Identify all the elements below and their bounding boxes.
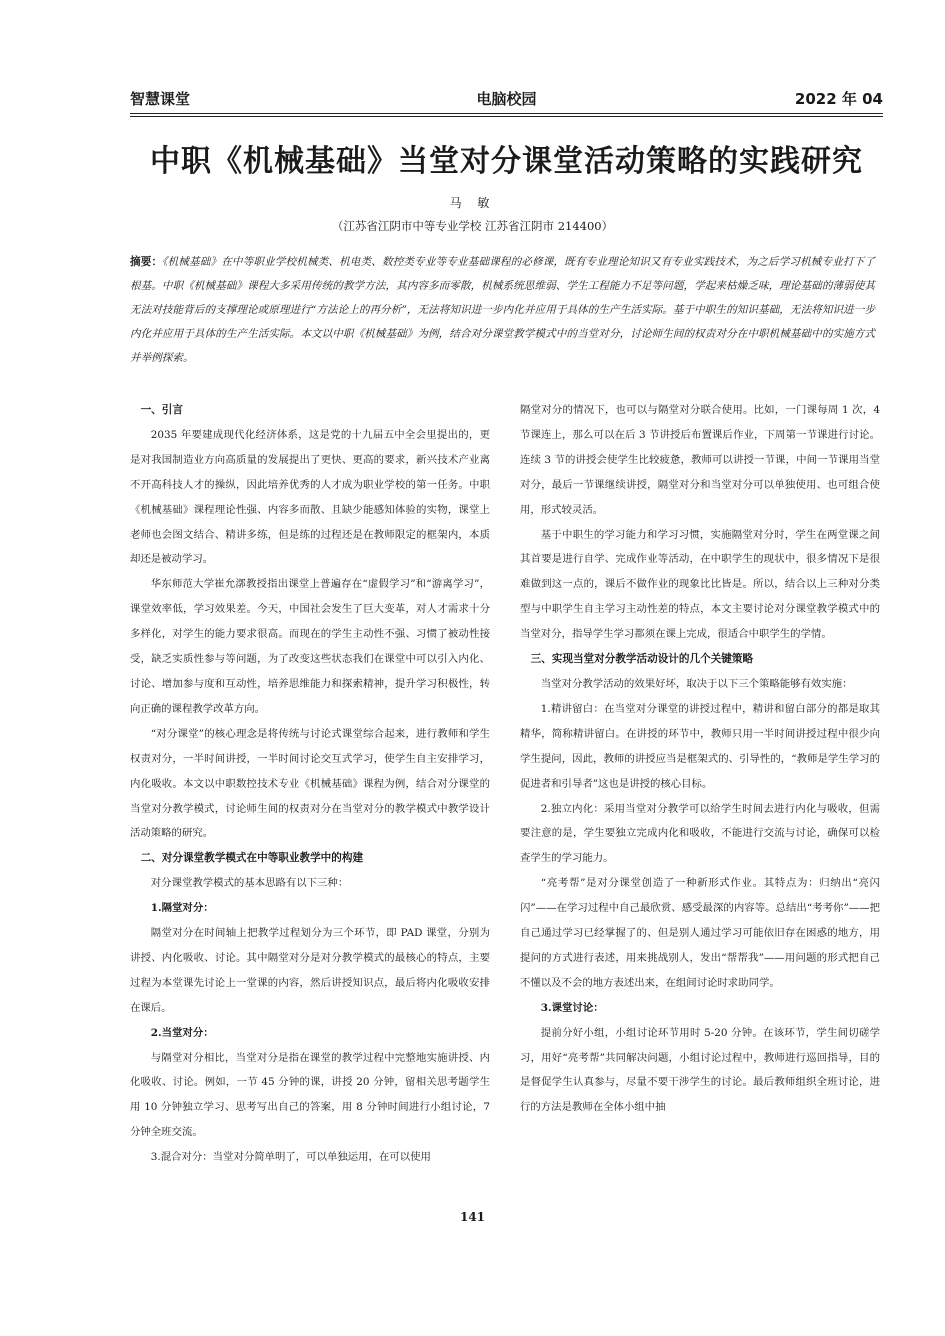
paragraph: 华东师范大学崔允漷教授指出课堂上普遍存在“虚假学习”和“游离学习”，课堂效率低，学习效果差。今天，中国社会发生了巨大变革，对人才需求十分多样化，对学生的能力要求很高。而现在的学生主动性不强、习惯了被动性接受，缺乏实质性参与等问题，为了改变这些状态我们在课堂中可以引入内化、讨论、增加参与度和互动性，培养思维能力和探索精神，提升学习积极性，转向正确的课程教学改革方向。	[130, 578, 490, 715]
abstract-text: 《机械基础》在中等职业学校机械类、机电类、数控类专业等专业基础课程的必修课，既有专业理论知识又有专业实践技术，为之后学习机械专业打下了根基。中职《机械基础》课程大多采用传统的教学方法，其内容多而零散，机械系统思维弱、学生工程能力不足等问题，学起来枯燥乏味，理论基础的薄弱使其无法对技能背后的支撑理论或原理进行“方法论上的再分析”，无法将知识进一步内化并应用于具体的生产生活实际。基于中职生的知识基础，无法将知识进一步内化并应用于具体的生产生活实际。本文以中职《机械基础》为例，结合对分课堂教学模式中的当堂对分，讨论师生间的权责对分在中职机械基础中的实施方式并举例探索。	[130, 256, 876, 364]
paragraph: 当堂对分教学活动的效果好坏，取决于以下三个策略能够有效实施：	[540, 677, 853, 690]
author-affiliation: （江苏省江阴市中等专业学校 江苏省江阴市 214400）	[331, 219, 614, 233]
paragraph: “亮考帮”是对分课堂创造了一种新形式作业。其特点为：归纳出“亮闪闪”——在学习过程中自己最欣赏、感受最深的内容等。总结出“考考你”——把自己通过学习已经掌握了的、但是别人通过学习可能依旧存在困惑的地方，用提问的方式进行表述，用来挑战别人，发出“帮帮我”——用问题的形式把自己不懂以及不会的地方表述出来，在组间讨论时求助同学。	[520, 877, 880, 989]
header-rule	[130, 113, 883, 114]
header-journal-name: 电脑校园	[476, 90, 537, 108]
paragraph: 与隔堂对分相比，当堂对分是指在课堂的教学过程中完整地实施讲授、内化吸收、讨论。例如，一节 45 分钟的课，讲授 20 分钟，留相关思考题学生用 10 分钟独立学习、思考写出自己的答案，用 8 分钟时间进行小组讨论，7 分钟全班交流。	[130, 1051, 490, 1139]
paragraph: 隔堂对分在时间轴上把教学过程划分为三个环节，即 PAD 课堂，分别为讲授、内化吸收、讨论。其中隔堂对分是对分教学模式的最核心的特点，主要过程为本堂课先讨论上一堂课的内容，然后讲授知识点，最后将内化吸收安排在课后。	[130, 927, 490, 1014]
paragraph: 1.精讲留白：在当堂对分课堂的讲授过程中，精讲和留白部分的都是取其精华，简称精讲留白。在讲授的环节中，教师只用一半时间讲授过程中很少向学生提问，因此，教师的讲授应当是框架式的、引导性的，“教师是学生学习的促进者和引导者”这也是讲授的核心目标。	[520, 702, 880, 790]
paragraph: 提前分好小组，小组讨论环节用时 5-20 分钟。在该环节，学生间切磋学习，用好“亮考帮”共同解决问题，小组讨论过程中，教师进行巡回指导，目的是督促学生认真参与，尽量不要干涉学生的讨论。最后教师组织全班讨论，进行的方法是教师在全体小组中抽	[520, 1026, 880, 1114]
abstract	[130, 250, 875, 370]
subheading-dangtang: 2.当堂对分：	[150, 1026, 214, 1039]
paragraph: 隔堂对分的情况下，也可以与隔堂对分联合使用。比如，一门课每周 1 次，4 节课连上，那么可以在后 3 节讲授后布置课后作业，下周第一节课进行讨论。连续 3 节的讲授会使学生比较疲惫，教师可以讲授一节课，中间一节课用当堂对分，最后一节课继续讲授，隔堂对分和当堂对分可以单独使用、也可组合使用，形式较灵活。	[520, 404, 880, 516]
author-name: 马 敏	[449, 196, 496, 210]
subheading-discussion: 3.课堂讨论：	[540, 1001, 604, 1014]
paragraph: 基于中职生的学习能力和学习习惯，实施隔堂对分时，学生在两堂课之间其首要是进行自学、完成作业等活动，在中职学生的现状中，很多情况下是很难做到这一点的，课后不做作业的现象比比皆是。所以，结合以上三种对分类型与中职学生自主学习主动性差的特点，本文主要讨论对分课堂教学模式中的当堂对分，指导学生学习都须在课上完成，很适合中职学生的学情。	[520, 528, 880, 641]
paragraph: 对分课堂教学模式的基本思路有以下三种：	[150, 877, 349, 890]
paragraph: 3.混合对分：当堂对分简单明了，可以单独运用，在可以使用	[150, 1151, 431, 1164]
page-number: 141	[459, 1210, 486, 1224]
subheading-gedang: 1.隔堂对分：	[150, 902, 214, 915]
paragraph: 2035 年要建成现代化经济体系，这是党的十九届五中全会里提出的，更是对我国制造业方向高质量的发展提出了更快、更高的要求，新兴技术产业离不开高科技人才的操纵，因此培养优秀的人才成为职业学校的第一任务。中职《机械基础》课程理论性强、内容多而散、且缺少能感知体验的实物，课堂上老师也会图文结合、精讲多练，但是练的过程还是在教师限定的框架内，本质却还是被动学习。	[130, 428, 490, 566]
section-heading-construction: 二、对分课堂教学模式在中等职业教学中的构建	[140, 852, 364, 865]
section-heading-strategies: 三、实现当堂对分教学活动设计的几个关键策略	[530, 653, 754, 666]
running-header	[130, 88, 883, 112]
paragraph: “对分课堂”的核心理念是将传统与讨论式课堂综合起来，进行教师和学生权责对分，一半时间讲授，一半时间讨论交互式学习，使学生自主安排学习，内化吸收。本文以中职数控技术专业《机械基础》课程为例，结合对分课堂的当堂对分教学模式，讨论师生间的权责对分在当堂对分的教学模式中教学设计活动策略的研究。	[130, 727, 490, 840]
right-column	[520, 398, 880, 1120]
section-heading-intro: 一、引言	[140, 404, 183, 416]
paragraph: 2.独立内化：采用当堂对分教学可以给学生时间去进行内化与吸收，但需要注意的是，学生要独立完成内化和吸收，不能进行交流与讨论，确保可以检查学生的学习能力。	[520, 802, 880, 865]
header-issue-date: 2022 年 04	[794, 90, 883, 108]
left-column	[130, 398, 490, 1170]
abstract-label: 摘要：	[130, 256, 163, 268]
header-column-name: 智慧课堂	[130, 90, 191, 108]
article-title: 中职《机械基础》当堂对分课堂活动策略的实践研究	[150, 144, 863, 179]
header-rule-second	[130, 116, 883, 117]
